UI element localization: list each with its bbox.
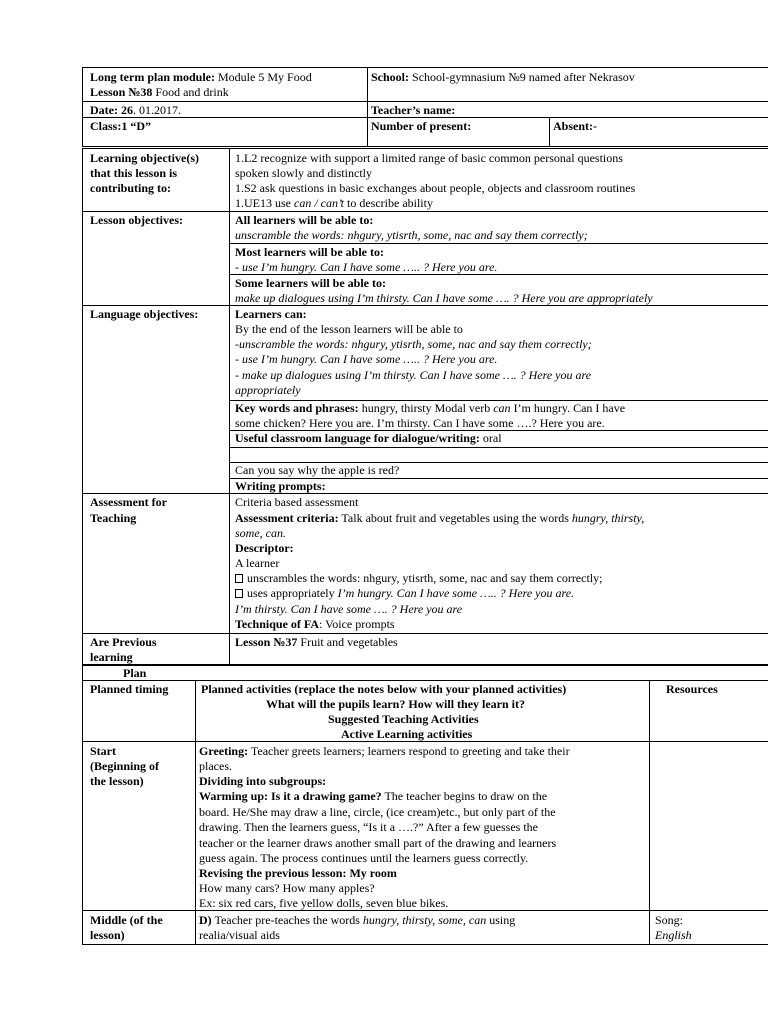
some-heading: Some learners will be able to: [235, 276, 386, 290]
warming-line-4: teacher or the learner draws another small part of the drawing and learners [199, 836, 557, 850]
divider [229, 148, 230, 665]
criteria-heading: Assessment criteria: [235, 511, 339, 525]
present-label: Number of present: [371, 119, 472, 133]
lang-line-2: -unscramble the words: nhgury, ytisrth, some, nac and say them correctly; [235, 337, 592, 351]
dividing-line: Dividing into subgroups: [199, 774, 327, 788]
all-heading: All learners will be able to: [235, 213, 374, 227]
date-label: Date: 26 [90, 103, 133, 117]
start-label-3: the lesson) [90, 774, 144, 788]
criteria-text: Talk about fruit and vegetables using the words [338, 511, 572, 525]
warming-text: The teacher begins to draw on the [381, 789, 548, 803]
technique-value: : Voice prompts [319, 617, 395, 631]
descriptor-item-2-cont: I’m thirsty. Can I have some …. ? Here you are [235, 602, 463, 616]
start-label-1: Start [90, 744, 116, 758]
middle-label-1: Middle (of the [90, 913, 163, 927]
technique-heading: Technique of FA [235, 617, 320, 631]
warming-line-3: drawing. Then the learners guess, “Is it a ….?” After a few guesses the [199, 820, 538, 834]
lesson-label: Lesson №38 [90, 85, 153, 99]
revising-question: How many cars? How many apples? [199, 881, 375, 895]
key-text-1: hungry, thirsty Modal verb [358, 401, 494, 415]
useful-line [235, 431, 502, 446]
useful-heading: Useful classroom language for dialogue/writing: [235, 431, 480, 445]
divider [195, 680, 196, 945]
can-heading: Learners can: [235, 307, 307, 321]
divider [82, 101, 768, 102]
middle-d: D) [199, 913, 212, 927]
lesson-value: Food and drink [155, 85, 229, 99]
lo-line-4a: 1.UE13 use [235, 196, 294, 210]
useful-value: oral [479, 431, 502, 445]
divider [229, 243, 768, 244]
divider [82, 493, 768, 494]
item-1-text: unscrambles the words: nhgury, ytisrth, some, nac and say them correctly; [247, 571, 603, 585]
most-heading: Most learners will be able to: [235, 245, 384, 259]
all-text: unscramble the words: nhgury, ytisrth, some, nac and say them correctly; [235, 228, 588, 242]
lang-line-1: By the end of the lesson learners will be able to [235, 322, 463, 336]
key-can: can [493, 401, 511, 415]
module-label: Long term plan module: [90, 70, 216, 84]
divider [367, 67, 368, 147]
key-line-2: some chicken? Here you are. I’m thirsty. Can I have some ….? Here you are. [235, 416, 605, 430]
warming-line [199, 789, 547, 804]
previous-label-2: learning [90, 650, 133, 664]
lo-line-2: spoken slowly and distinctly [235, 166, 372, 180]
learner-line: A learner [235, 556, 280, 570]
middle-text-1: Teacher pre-teaches the words [211, 913, 363, 927]
school-value: School-gymnasium №9 named after Nekrasov [412, 70, 635, 84]
checkbox-icon [235, 574, 243, 583]
question-line: Can you say why the apple is red? [235, 463, 400, 477]
previous-lesson [235, 635, 398, 650]
warming-line-5: guess again. The process continues until the learners guess correctly. [199, 851, 529, 865]
col-activities-3: Suggested Teaching Activities [328, 712, 479, 726]
teacher-label: Teacher’s name: [371, 103, 456, 117]
lo-line-4c: to describe ability [344, 196, 433, 210]
descriptor-item-2 [235, 586, 574, 601]
criteria-line [235, 511, 644, 526]
item-2-text: uses appropriately [247, 586, 338, 600]
some-text: make up dialogues using I’m thirsty. Can I have some …. ? Here you are appropriately [235, 291, 653, 305]
lang-line-4: - make up dialogues using I’m thirsty. Can I have some …. ? Here you are [235, 368, 592, 382]
greeting-heading: Greeting: [199, 744, 249, 758]
warming-heading: Warming up: Is it a drawing game? [199, 789, 382, 803]
middle-line [199, 913, 515, 928]
middle-text-2: using [486, 913, 516, 927]
assessment-label-2: Teaching [90, 511, 137, 525]
date-value: . 01.2017. [132, 103, 181, 117]
warming-line-2: board. He/She may draw a line, circle, (ice cream)etc., but only part of the [199, 805, 556, 819]
divider [82, 680, 768, 681]
absent-label: Absent:- [553, 119, 597, 133]
lo-line-3: 1.S2 ask questions in basic exchanges about people, objects and classroom routines [235, 181, 636, 195]
previous-lesson-heading: Lesson №37 [235, 635, 298, 649]
song-value: English [655, 928, 692, 942]
item-2-italic: I’m hungry. Can I have some ….. ? Here you are. [337, 586, 575, 600]
greeting-line [199, 744, 570, 759]
key-line-1 [235, 401, 625, 416]
school-line [371, 70, 635, 85]
assessment-label-1: Assessment for [90, 495, 167, 509]
divider [82, 633, 768, 634]
descriptor-item-1 [235, 571, 602, 586]
lo-line-1: 1.L2 recognize with support a limited range of basic common personal questions [235, 151, 623, 165]
school-label: School: [371, 70, 410, 84]
song-label: Song: [655, 913, 684, 927]
lang-line-3: - use I’m hungry. Can I have some ….. ? Here you are. [235, 352, 498, 366]
middle-italic: hungry, thirsty, some, can [362, 913, 487, 927]
greeting-line-2: places. [199, 759, 232, 773]
module-value: Module 5 My Food [218, 70, 312, 84]
key-heading: Key words and phrases: [235, 401, 359, 415]
lo-label-3: contributing to: [90, 181, 171, 195]
most-text: - use I’m hungry. Can I have some ….. ? Here you are. [235, 260, 498, 274]
revising-heading: Revising the previous lesson: My room [199, 866, 397, 880]
lang-line-5: appropriately [235, 383, 301, 397]
module-line [90, 70, 312, 85]
col-activities-1: Planned activities (replace the notes below with your planned activities) [201, 682, 567, 696]
technique-line [235, 617, 395, 632]
language-objectives-label: Language objectives: [90, 307, 199, 321]
lo-line-4b: can / can’t [294, 196, 344, 210]
lo-label-2: that this lesson is [90, 166, 178, 180]
descriptor-heading: Descriptor: [235, 541, 294, 555]
key-text-2: I’m hungry. Can I have [510, 401, 626, 415]
lesson-line [90, 85, 229, 100]
assessment-line-1: Criteria based assessment [235, 495, 359, 509]
lesson-objectives-label: Lesson objectives: [90, 213, 183, 227]
divider [82, 211, 768, 212]
previous-label-1: Are Previous [90, 635, 157, 649]
col-resources: Resources [666, 682, 718, 696]
class-label: Class:1 “D” [90, 119, 152, 133]
lo-label-1: Learning objective(s) [90, 151, 199, 165]
criteria-italic: hungry, thirsty, [571, 511, 645, 525]
start-label-2: (Beginning of [90, 759, 160, 773]
criteria-line-2: some, can. [235, 526, 286, 540]
col-timing: Planned timing [90, 682, 169, 696]
revising-example: Ex: six red cars, five yellow dolls, seven blue bikes. [199, 896, 449, 910]
plan-title: Plan [123, 666, 147, 680]
divider [229, 447, 768, 448]
writing-heading: Writing prompts: [235, 479, 326, 493]
date-line [90, 103, 181, 118]
checkbox-icon [235, 589, 243, 598]
col-activities-4: Active Learning activities [341, 727, 473, 741]
divider [549, 117, 550, 147]
middle-line-2: realia/visual aids [199, 928, 280, 942]
greeting-text: Teacher greets learners; learners respond to greeting and take their [248, 744, 570, 758]
divider [649, 680, 650, 945]
middle-label-2: lesson) [90, 928, 125, 942]
previous-lesson-value: Fruit and vegetables [297, 635, 398, 649]
lo-line-4 [235, 196, 433, 211]
col-activities-2: What will the pupils learn? How will they learn it? [266, 697, 526, 711]
